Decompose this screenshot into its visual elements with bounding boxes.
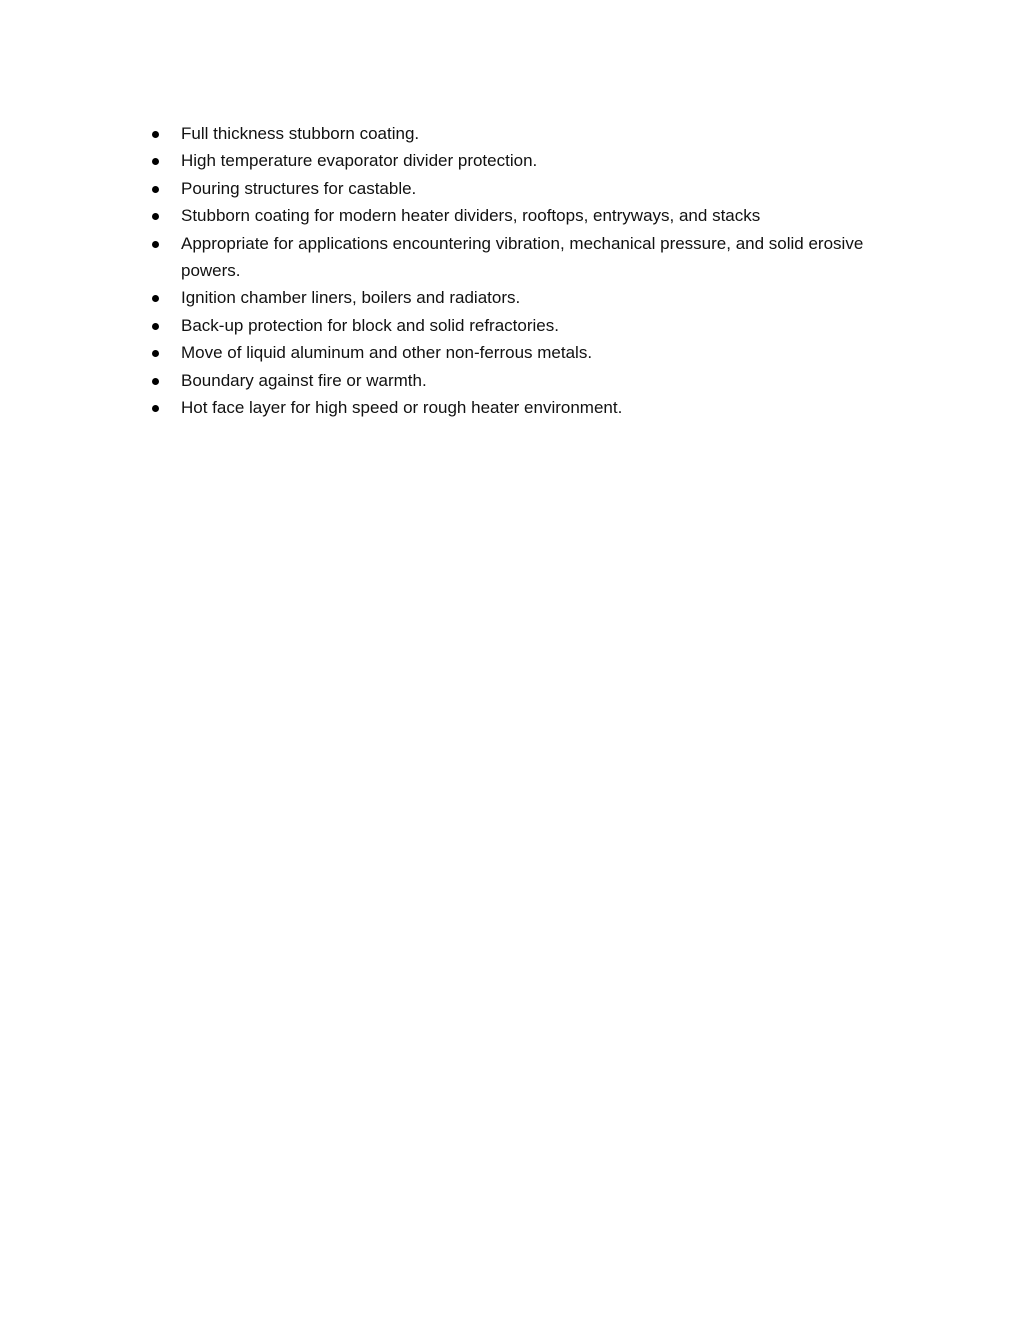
list-item-text: Back-up protection for block and solid refractories. [181, 315, 559, 335]
list-item [150, 284, 880, 311]
list-item-text: Stubborn coating for modern heater dividers, rooftops, entryways, and stacks [181, 206, 761, 226]
list-item [150, 230, 880, 285]
list-item [150, 147, 880, 174]
bullet-icon [152, 186, 159, 193]
list-item [150, 339, 880, 366]
bullet-icon [152, 350, 159, 357]
list-item [150, 120, 880, 147]
list-item-text: Appropriate for applications encountering vibration, mechanical pressure, and solid erosive powers. [181, 233, 864, 281]
list-item-text: Ignition chamber liners, boilers and radiators. [181, 288, 521, 308]
list-item-text: Boundary against fire or warmth. [181, 370, 427, 390]
list-item [150, 394, 880, 421]
list-item [150, 312, 880, 339]
list-item-text: High temperature evaporator divider protection. [181, 151, 538, 171]
list-item-text: Move of liquid aluminum and other non-ferrous metals. [181, 343, 593, 363]
list-item [150, 367, 880, 394]
bullet-list [150, 120, 880, 421]
bullet-icon [152, 131, 159, 138]
bullet-icon [152, 295, 159, 302]
bullet-icon [152, 323, 159, 330]
bullet-icon [152, 213, 159, 220]
list-item-text: Hot face layer for high speed or rough heater environment. [181, 398, 623, 418]
list-item-text: Full thickness stubborn coating. [181, 124, 420, 143]
list-item [150, 175, 880, 202]
list-item [150, 202, 880, 229]
bullet-icon [152, 378, 159, 385]
bullet-icon [152, 405, 159, 412]
list-item-text: Pouring structures for castable. [181, 178, 417, 198]
bullet-icon [152, 158, 159, 165]
bullet-icon [152, 241, 159, 248]
